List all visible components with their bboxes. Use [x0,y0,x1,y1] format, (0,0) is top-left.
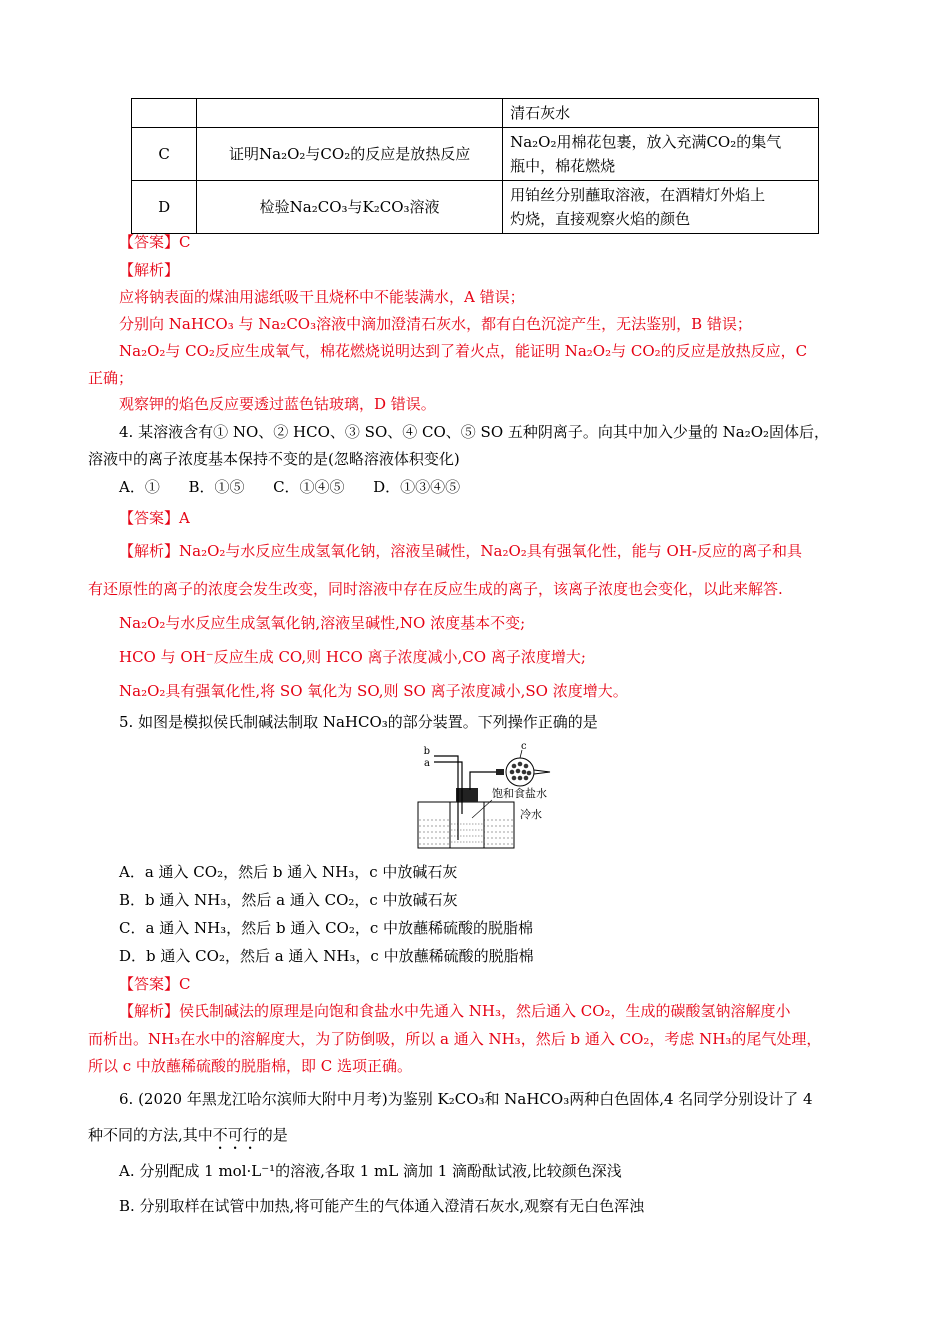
q4-analysis-line: Na₂O₂具有强氧化性,将 SO 氧化为 SO,则 SO 离子浓度减小,SO 浓度增大。 [119,682,628,700]
q3-analysis-title: 【解析】 [119,261,180,279]
q6-stem-text: 的是 [257,1126,288,1144]
table-cell-label [132,99,197,128]
q5-stem: 5. 如图是模拟侯氏制碱法制取 NaHCO₃的部分装置。下列操作正确的是 [119,713,598,731]
q3-analysis-line: 观察钾的焰色反应要透过蓝色钴玻璃，D 错误。 [119,395,436,413]
reaction-bottle [450,802,484,848]
q6-stem-emphasis: 不可行 [212,1126,258,1144]
connector [496,769,504,775]
label-a: a [424,758,430,769]
q4-options: A．① B．①⑤ C．①④⑤ D．①③④⑤ [119,478,461,496]
q6-stem-text: 种不同的方法,其中 [88,1126,213,1144]
method-line: Na₂O₂用棉花包裹，放入充满CO₂的集气 [510,133,782,151]
table-cell-method: 清石灰水 [503,99,819,128]
q6-option-a: A. 分别配成 1 mol·L⁻¹的溶液,各取 1 mL 滴加 1 滴酚酞试液,比较颜色深浅 [119,1162,622,1180]
q5-analysis-line: 而析出。NH₃在水中的溶解度大，为了防倒吸，所以 a 通入 NH₃，然后 b 通入 CO₂，考虑 NH₃的尾气处理， [88,1030,822,1048]
rubber-stopper [456,788,478,802]
table-cell-purpose: 检验Na₂CO₃与K₂CO₃溶液 [197,181,503,234]
q6-stem [88,1124,288,1153]
method-line: 灼烧，直接观察火焰的颜色 [510,210,691,228]
apparatus-diagram [410,742,570,857]
table-cell-label: D [132,181,197,234]
table-cell-method [503,181,819,234]
q5-option: A．a 通入 CO₂，然后 b 通入 NH₃，c 中放碱石灰 [119,863,458,881]
q3-answer: 【答案】C [119,233,191,251]
q5-option: D．b 通入 CO₂，然后 a 通入 NH₃，c 中放蘸稀硫酸的脱脂棉 [119,947,534,965]
table-cell-purpose: 证明Na₂O₂与CO₂的反应是放热反应 [197,128,503,181]
table-cell-label: C [132,128,197,181]
q6-stem: 6. (2020 年黑龙江哈尔滨师大附中月考)为鉴别 K₂CO₃和 NaHCO₃两种白色固体,4 名同学分别设计了 4 [119,1090,813,1108]
label-c: c [521,742,527,752]
q3-analysis-line: 分别向 NaHCO₃ 与 Na₂CO₃溶液中滴加澄清石灰水，都有白色沉淀产生，无法鉴别，B 错误； [119,315,752,333]
q4-stem: 4. 某溶液含有① NO、② HCO、③ SO、④ CO、⑤ SO 五种阴离子。向其中加入少量的 Na₂O₂固体后， [119,423,830,441]
q4-analysis-line: 【解析】Na₂O₂与水反应生成氢氧化钠，溶液呈碱性，Na₂O₂具有强氧化性，能与 OH-反应的离子和具 [119,542,803,560]
label-brine: 饱和食盐水 [492,787,547,800]
q4-answer: 【答案】A [119,509,190,527]
label-cold-water: 冷水 [520,808,542,821]
table-cell-purpose [197,99,503,128]
q3-analysis-line: 应将钠表面的煤油用滤纸吸干且烧杯中不能装满水，A 错误； [119,288,525,306]
q4-stem: 溶液中的离子浓度基本保持不变的是(忽略溶液体积变化) [88,450,460,468]
q6-option-b: B. 分别取样在试管中加热,将可能产生的气体通入澄清石灰水,观察有无白色浑浊 [119,1197,645,1215]
method-line: 用铂丝分别蘸取溶液，在酒精灯外焰上 [510,186,766,204]
q4-analysis-line: Na₂O₂与水反应生成氢氧化钠,溶液呈碱性,NO 浓度基本不变; [119,614,526,632]
bulb-tip [534,770,550,774]
table-cell-method [503,128,819,181]
table-row [132,128,819,181]
q5-answer: 【答案】C [119,975,191,993]
options-table [131,98,819,234]
q5-option: B．b 通入 NH₃，然后 a 通入 CO₂，c 中放碱石灰 [119,891,458,909]
q4-analysis-line: HCO 与 OH⁻反应生成 CO,则 HCO 离子浓度减小,CO 离子浓度增大; [119,648,586,666]
table-row [132,99,819,128]
q5-analysis-line: 【解析】侯氏制碱法的原理是向饱和食盐水中先通入 NH₃，然后通入 CO₂，生成的碳酸氢钠溶解度小 [119,1002,791,1020]
q5-option: C．a 通入 NH₃，然后 b 通入 CO₂，c 中放蘸稀硫酸的脱脂棉 [119,919,534,937]
method-line: 瓶中，棉花燃烧 [510,157,616,175]
q5-analysis-line: 所以 c 中放蘸稀硫酸的脱脂棉，即 C 选项正确。 [88,1057,412,1075]
q3-analysis-line: Na₂O₂与 CO₂反应生成氧气，棉花燃烧说明达到了着火点，能证明 Na₂O₂与 CO₂的反应是放热反应，C [119,342,808,360]
bulb-granules [510,762,532,781]
label-b: b [423,746,430,757]
q4-analysis-line: 有还原性的离子的浓度会发生改变，同时溶液中存在反应生成的离子，该离子浓度也会变化，以此来解答. [88,580,783,598]
table-row [132,181,819,234]
q3-analysis-line: 正确； [88,369,134,387]
